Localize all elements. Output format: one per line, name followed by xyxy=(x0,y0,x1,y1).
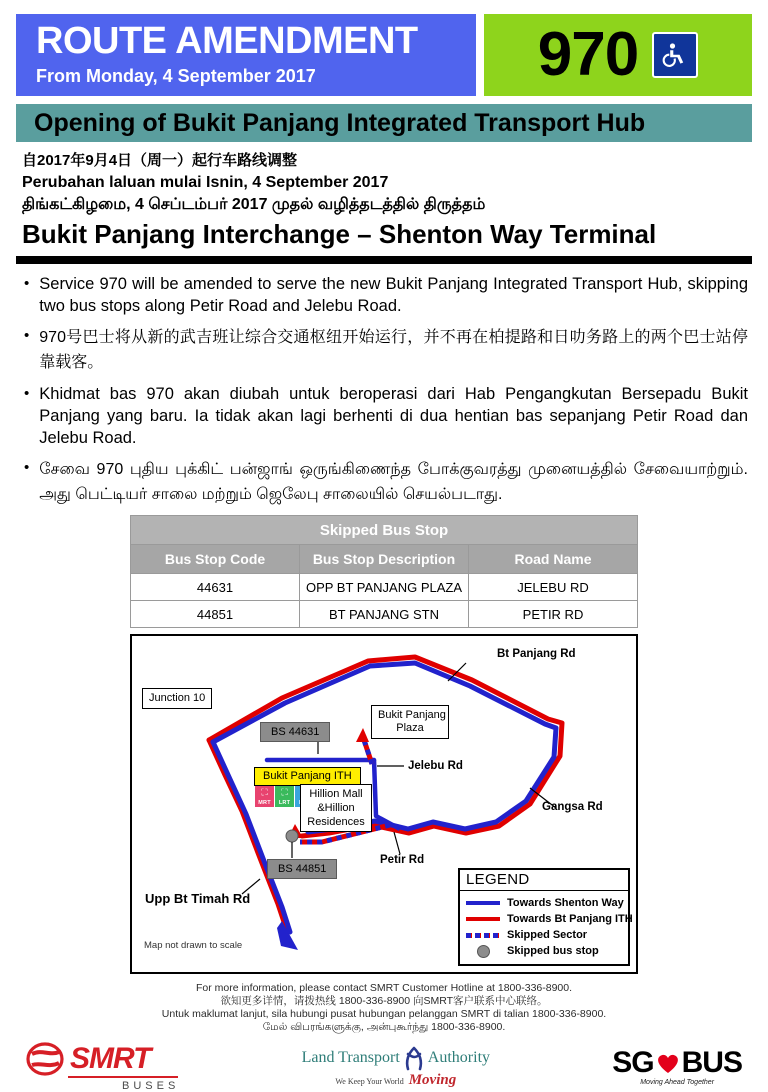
skipped-bus-stop-table-wrapper xyxy=(130,515,638,628)
heart-icon xyxy=(655,1050,681,1076)
map-label-gangsa-rd: Gangsa Rd xyxy=(542,801,603,813)
map-label-bt-panjang-rd: Bt Panjang Rd xyxy=(497,648,576,660)
map-label-petir-rd: Petir Rd xyxy=(380,854,425,866)
contact-english: For more information, please contact SMRT Customer Hotline at 1800-336-8900. xyxy=(195,982,573,994)
wheelchair-accessible-icon xyxy=(652,32,698,78)
map-box-junction-10: Junction 10 xyxy=(142,688,212,709)
header-chinese: 自2017年9月4日（周一）起行车路线调整 xyxy=(22,152,298,169)
route-map xyxy=(130,634,638,974)
lrt-label: LRT xyxy=(275,799,294,807)
table-header-road-name: Road Name xyxy=(469,545,638,574)
plaza-line-2: Plaza xyxy=(396,722,424,734)
divider xyxy=(16,256,752,264)
route-line-red xyxy=(209,657,562,836)
mrt-train-glyph: ⛶ xyxy=(255,786,274,799)
map-marker-bukit-panjang-ith: Bukit Panjang ITH xyxy=(254,767,361,786)
hillion-line-1: Hillion Mall xyxy=(309,788,363,800)
lta-ribbon-icon xyxy=(403,1045,425,1071)
cell-road-name: PETIR RD xyxy=(469,601,638,628)
map-box-bukit-panjang-plaza xyxy=(371,705,449,739)
skipped-bus-stop-table xyxy=(130,515,638,628)
bullet-item xyxy=(24,273,748,317)
contact-information xyxy=(0,974,768,1034)
map-legend xyxy=(458,868,633,966)
table-group-header: Skipped Bus Stop xyxy=(131,516,638,545)
plaza-line-1: Bukit Panjang xyxy=(378,709,446,721)
lta-logo-bottom xyxy=(335,1072,456,1089)
lta-moving-word: Moving xyxy=(408,1072,457,1088)
bullet-text-chinese: 970号巴士将从新的武吉班让综合交通枢纽开始运行，并不再在柏提路和日叻务路上的两个巴士站停靠载客。 xyxy=(39,329,748,371)
cell-bus-stop-description: OPP BT PANJANG PLAZA xyxy=(300,574,469,601)
bullet-item xyxy=(24,457,748,507)
map-label-jelebu-rd: Jelebu Rd xyxy=(408,760,463,772)
sgbus-tagline: Moving Ahead Together xyxy=(640,1079,715,1086)
table-header-bus-stop-description: Bus Stop Description xyxy=(300,545,469,574)
bullet-item xyxy=(24,383,748,449)
map-box-hillion xyxy=(300,784,372,832)
smrt-emblem-icon xyxy=(26,1042,64,1076)
sgbus-wordmark-part2: BUS xyxy=(681,1046,742,1079)
contact-tamil: மேல் விபரங்களுக்கு, அன்புகூர்ந்து 1800-336-8900. xyxy=(262,1021,506,1033)
hillion-line-3: Residences xyxy=(307,816,365,828)
smrt-buses-label: BUSES xyxy=(122,1080,180,1092)
map-label-upp-bt-timah-rd: Upp Bt Timah Rd xyxy=(145,891,251,906)
bullet-text-english: Service 970 will be amended to serve the new Bukit Panjang Integrated Transport Hub, skipping two bus stops along Petir Road and Jelebu Road. xyxy=(39,275,748,315)
header-banner xyxy=(0,0,768,96)
map-marker-bs-44851: BS 44851 xyxy=(267,859,337,879)
hub-opening-bar xyxy=(16,104,752,142)
effective-date: From Monday, 4 September 2017 xyxy=(36,66,316,86)
legend-swatch-blue-line-icon xyxy=(466,901,500,905)
map-marker-bs-44631: BS 44631 xyxy=(260,722,330,742)
lta-wordmark-part1: Land Transport xyxy=(301,1049,400,1066)
hub-opening-text: Opening of Bukit Panjang Integrated Transport Hub xyxy=(34,108,646,137)
legend-swatch-dashed-line-icon xyxy=(466,933,500,938)
mrt-label: MRT xyxy=(255,799,274,807)
route-amendment-banner xyxy=(16,14,476,96)
lta-logo xyxy=(302,1045,490,1089)
legend-swatch-grey-dot-icon xyxy=(466,945,500,958)
legend-title: LEGEND xyxy=(460,870,628,891)
legend-item xyxy=(466,911,633,927)
page-title: ROUTE AMENDMENT xyxy=(36,20,418,62)
hillion-line-2: &Hillion xyxy=(317,802,355,814)
bullet-dot-icon: • xyxy=(24,275,30,292)
legend-items xyxy=(460,891,633,964)
lrt-train-glyph: ⛶ xyxy=(275,786,294,799)
header-malay: Perubahan laluan mulai Isnin, 4 September 2017 xyxy=(22,174,389,191)
cell-bus-stop-code: 44631 xyxy=(131,574,300,601)
language-headers xyxy=(0,142,768,250)
route-number-banner xyxy=(484,14,752,96)
cell-road-name: JELEBU RD xyxy=(469,574,638,601)
cell-bus-stop-code: 44851 xyxy=(131,601,300,628)
table-row xyxy=(131,601,638,628)
footer-logos xyxy=(0,1034,768,1092)
bullet-dot-icon: • xyxy=(24,327,30,344)
route-number: 970 xyxy=(537,20,639,89)
smrt-wordmark: SMRT xyxy=(70,1042,151,1075)
smrt-logo-rule xyxy=(68,1076,178,1078)
legend-label-towards-bt-panjang-ith: Towards Bt Panjang ITH xyxy=(507,913,633,925)
legend-label-skipped-sector: Skipped Sector xyxy=(507,929,588,941)
table-row xyxy=(131,574,638,601)
legend-item xyxy=(466,927,622,943)
skipped-sector-arrow-jelebu xyxy=(356,728,369,742)
smrt-logo-top xyxy=(26,1042,150,1076)
bullet-text-malay: Khidmat bas 970 akan diubah untuk beroperasi dari Hab Pengangkutan Bersepadu Bukit Panjang yang baru. Ia tidak akan lagi berhenti di dua hentian bas sepanjang Petir Road dan Jelebu Road. xyxy=(39,385,748,447)
bullet-dot-icon: • xyxy=(24,459,30,476)
bullet-dot-icon: • xyxy=(24,385,30,402)
skipped-stop-dot-44851 xyxy=(286,830,298,842)
lta-logo-top xyxy=(302,1045,490,1071)
legend-label-towards-shenton-way: Towards Shenton Way xyxy=(507,897,624,909)
announcement-bullets xyxy=(0,264,768,507)
contact-malay: Untuk maklumat lanjut, sila hubungi pusat hubungan pelanggan SMRT di talian 1800-336-8900. xyxy=(161,1008,607,1020)
sg-bus-logo-top xyxy=(612,1048,742,1078)
route-endpoints: Bukit Panjang Interchange – Shenton Way Terminal xyxy=(22,219,657,249)
sg-bus-logo xyxy=(612,1048,742,1086)
contact-chinese: 欲知更多详情，请拨热线 1800-336-8900 向SMRT客户联系中心联络。 xyxy=(220,995,548,1007)
lta-tagline: We Keep Your World xyxy=(335,1077,404,1086)
legend-label-skipped-bus-stop: Skipped bus stop xyxy=(507,945,599,957)
smrt-buses-logo xyxy=(26,1042,179,1092)
leader-petir-rd xyxy=(394,832,400,854)
sgbus-wordmark-part1: SG xyxy=(612,1046,654,1079)
lrt-icon xyxy=(275,786,294,807)
bullet-item xyxy=(24,325,748,375)
legend-item xyxy=(466,943,622,959)
legend-swatch-red-line-icon xyxy=(466,917,500,921)
route-line-blue-jelebu-spur xyxy=(374,760,400,829)
mrt-icon xyxy=(255,786,274,807)
cell-bus-stop-description: BT PANJANG STN xyxy=(300,601,469,628)
legend-item xyxy=(466,895,622,911)
map-label-not-to-scale: Map not drawn to scale xyxy=(144,940,243,951)
lta-wordmark-part2: Authority xyxy=(427,1049,491,1066)
table-header-bus-stop-code: Bus Stop Code xyxy=(131,545,300,574)
bullet-text-tamil: சேவை 970 புதிய புக்கிட் பன்ஜாங் ஒருங்கிணைந்த போக்குவரத்து முனையத்தில் சேவையாற்றும். அது பெட்டியர் சாலை மற்றும் ஜெலேபு சாலையில் செயல்படாது. xyxy=(39,461,748,503)
header-tamil: திங்கட்கிழமை, 4 செப்டம்பர் 2017 முதல் வழித்தடத்தில் திருத்தம் xyxy=(22,196,486,213)
